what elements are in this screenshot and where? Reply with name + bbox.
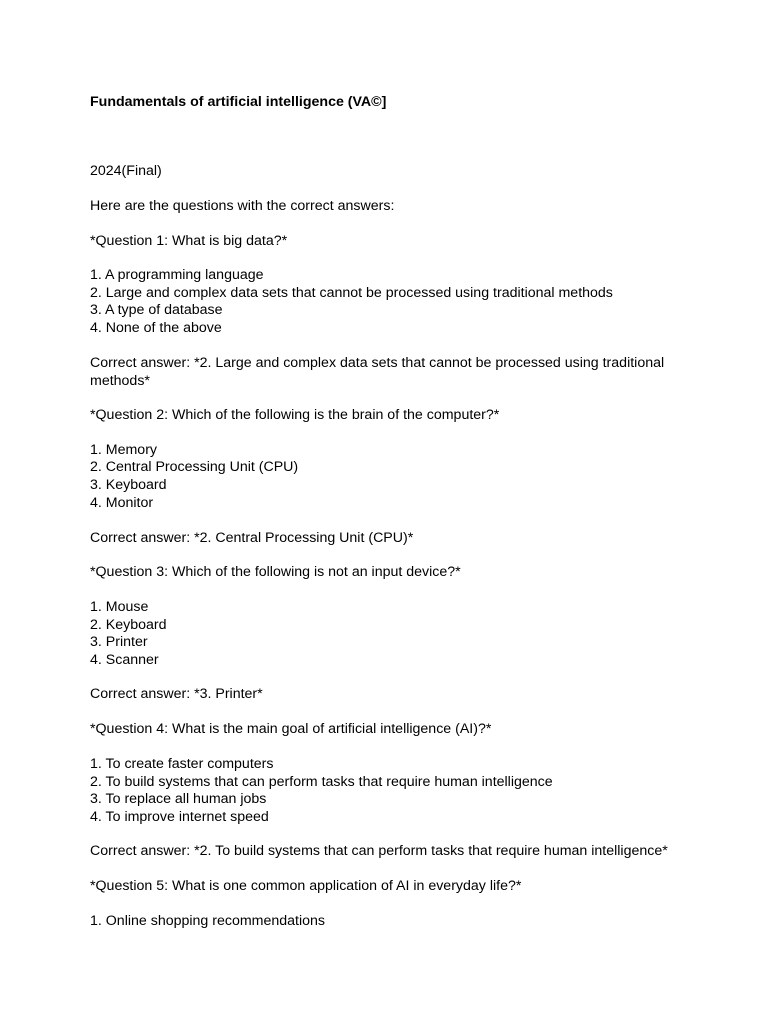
- question-5-option-1: 1. Online shopping recommendations: [90, 913, 326, 929]
- question-2-text: *Question 2: Which of the following is the brain of the computer?*: [90, 407, 500, 423]
- question-2-option-2: 2. Central Processing Unit (CPU): [90, 459, 299, 475]
- question-2-option-4: 4. Monitor: [90, 495, 154, 511]
- question-3-option-1: 1. Mouse: [90, 599, 149, 615]
- question-1-option-1: 1. A programming language: [90, 267, 264, 283]
- question-3-option-2: 2. Keyboard: [90, 617, 167, 633]
- question-3-answer: Correct answer: *3. Printer*: [90, 686, 263, 702]
- question-1-text: *Question 1: What is big data?*: [90, 233, 288, 249]
- question-4-answer: Correct answer: *2. To build systems that can perform tasks that require human intelligence*: [90, 843, 668, 859]
- question-2-option-3: 3. Keyboard: [90, 477, 167, 493]
- question-3-text: *Question 3: Which of the following is not an input device?*: [90, 564, 461, 580]
- question-2-option-1: 1. Memory: [90, 442, 158, 458]
- question-3-option-4: 4. Scanner: [90, 652, 159, 668]
- question-1-option-2: 2. Large and complex data sets that cannot be processed using traditional methods: [90, 285, 613, 301]
- question-5-text: *Question 5: What is one common application of AI in everyday life?*: [90, 878, 522, 894]
- question-2-answer: Correct answer: *2. Central Processing Unit (CPU)*: [90, 530, 414, 546]
- question-4-option-3: 3. To replace all human jobs: [90, 791, 267, 807]
- question-4-text: *Question 4: What is the main goal of artificial intelligence (AI)?*: [90, 721, 492, 737]
- question-4-option-2: 2. To build systems that can perform tasks that require human intelligence: [90, 774, 553, 790]
- question-1-answer: Correct answer: *2. Large and complex data sets that cannot be processed using traditional methods*: [90, 355, 665, 389]
- question-3-option-3: 3. Printer: [90, 634, 148, 650]
- question-1-option-4: 4. None of the above: [90, 320, 222, 336]
- document-intro: Here are the questions with the correct answers:: [90, 198, 395, 214]
- question-1-option-3: 3. A type of database: [90, 302, 223, 318]
- document-title: Fundamentals of artificial intelligence (VA©]: [90, 94, 387, 110]
- document-year: 2024(Final): [90, 163, 162, 179]
- question-4-option-1: 1. To create faster computers: [90, 756, 274, 772]
- question-4-option-4: 4. To improve internet speed: [90, 809, 269, 825]
